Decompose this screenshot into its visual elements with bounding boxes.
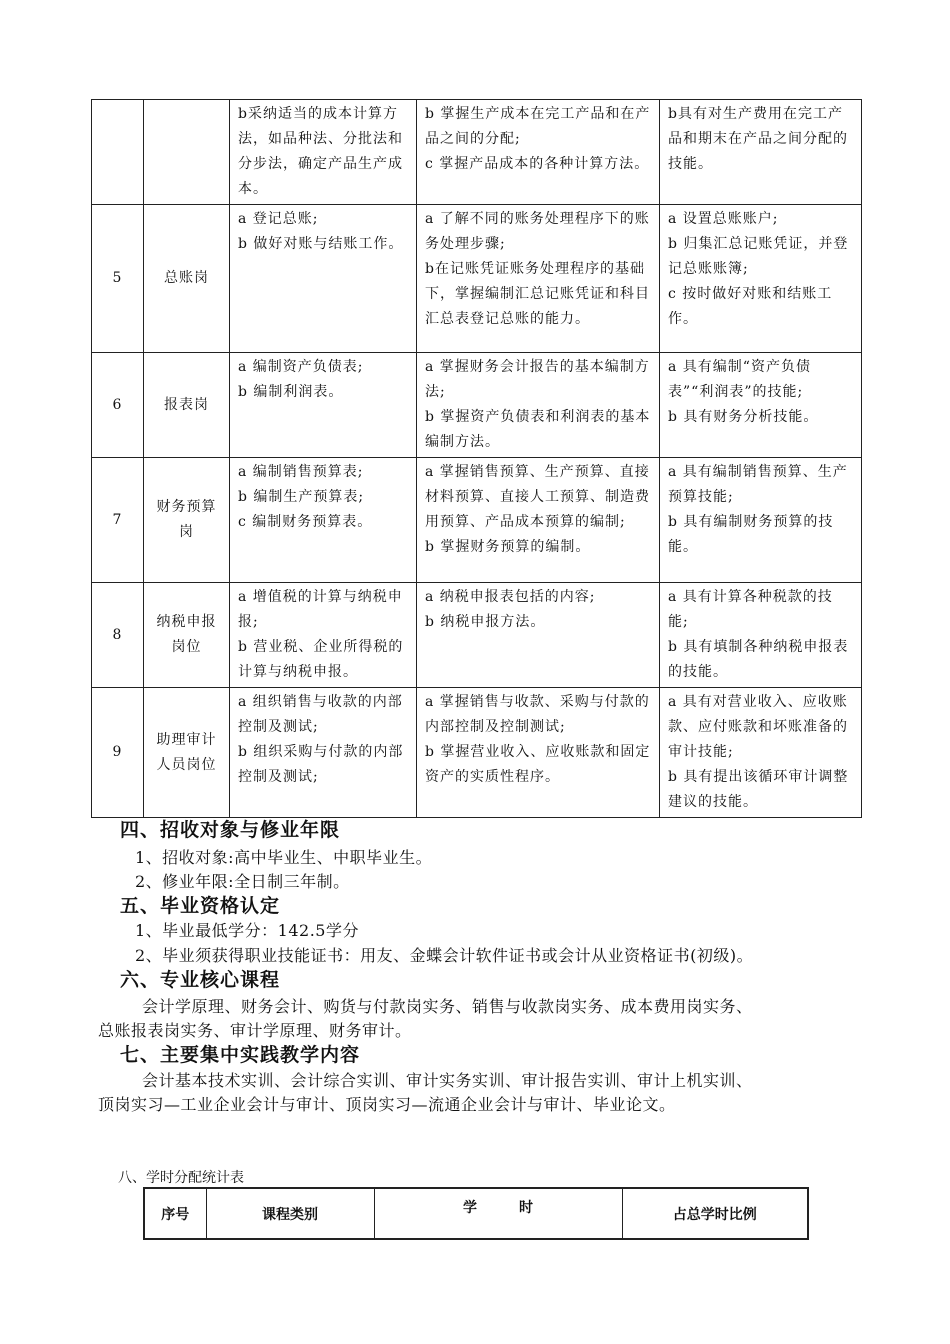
position-name: 总账岗 — [144, 205, 230, 353]
skill-line: b具有对生产费用在完工产品和期末在产品之间分配的技能。 — [668, 106, 848, 172]
skill-line: a 具有编制“资产负债表”“利润表”的技能; — [668, 359, 811, 400]
row-number: 5 — [92, 205, 144, 353]
skill-line: a 具有编制销售预算、生产预算技能; — [668, 464, 848, 505]
position-name: 助理审计人员岗位 — [144, 688, 230, 818]
column-header: 学 时 — [374, 1188, 622, 1239]
knowledge-line: b 纳税申报方法。 — [425, 614, 546, 630]
skill-line: a 具有对营业收入、应收账款、应付账款和坏账准备的审计技能; — [668, 694, 848, 760]
knowledge-line: a 掌握销售预算、生产预算、直接材料预算、直接人工预算、制造费用预算、产品成本预算的编制; — [425, 464, 650, 530]
hours-table — [143, 1187, 809, 1240]
knowledge-line: b 掌握生产成本在完工产品和在产品之间的分配; — [425, 106, 651, 147]
position-name: 纳税申报岗位 — [144, 583, 230, 688]
position-name — [144, 100, 230, 205]
section-heading: 六、专业核心课程 — [120, 969, 281, 991]
tasks-cell — [230, 688, 417, 818]
task-line: b 编制利润表。 — [238, 384, 344, 400]
position-name: 报表岗 — [144, 353, 230, 458]
tasks-cell — [230, 458, 417, 583]
section-heading: 七、主要集中实践教学内容 — [120, 1044, 361, 1066]
skills-cell — [660, 688, 862, 818]
column-header: 占总学时比例 — [622, 1188, 808, 1239]
knowledge-cell — [417, 353, 660, 458]
task-line: b采纳适当的成本计算方法，如品种法、分批法和分步法，确定产品生产成本。 — [238, 106, 403, 197]
table-header-row — [144, 1188, 808, 1239]
row-number: 6 — [92, 353, 144, 458]
knowledge-line: b 掌握资产负债表和利润表的基本编制方法。 — [425, 409, 651, 450]
table-row — [92, 100, 862, 205]
tasks-cell — [230, 353, 417, 458]
skills-cell — [660, 583, 862, 688]
knowledge-line: a 掌握销售与收款、采购与付款的内部控制及控制测试; — [425, 694, 650, 735]
section-text: 顶岗实习—工业企业会计与审计、顶岗实习—流通企业会计与审计、毕业论文。 — [98, 1095, 676, 1114]
skills-cell — [660, 353, 862, 458]
job-skills-table — [91, 99, 862, 818]
task-line: b 编制生产预算表; — [238, 489, 365, 505]
knowledge-cell — [417, 205, 660, 353]
section-text: 会计学原理、财务会计、购货与付款岗实务、销售与收款岗实务、成本费用岗实务、 — [142, 997, 753, 1016]
skill-line: b 归集汇总记账凭证，并登记总账账簿; — [668, 236, 849, 277]
column-header: 课程类别 — [206, 1188, 374, 1239]
tasks-cell — [230, 100, 417, 205]
knowledge-line: b在记账凭证账务处理程序的基础下，掌握编制汇总记账凭证和科目汇总表登记总账的能力。 — [425, 261, 650, 327]
skill-line: a 具有计算各种税款的技能; — [668, 589, 833, 630]
position-name: 财务预算岗 — [144, 458, 230, 583]
section-text: 总账报表岗实务、审计学原理、财务审计。 — [98, 1021, 412, 1040]
knowledge-line: b 掌握营业收入、应收账款和固定资产的实质性程序。 — [425, 744, 651, 785]
table-row — [92, 583, 862, 688]
hours-table-caption: 八、学时分配统计表 — [118, 1170, 244, 1186]
skill-line: c 按时做好对账和结账工作。 — [668, 286, 833, 327]
tasks-cell — [230, 205, 417, 353]
row-number — [92, 100, 144, 205]
table-row — [92, 205, 862, 353]
task-line: a 登记总账; — [238, 211, 319, 227]
column-header: 序号 — [144, 1188, 206, 1239]
section-heading: 五、毕业资格认定 — [120, 895, 281, 917]
skill-line: a 设置总账账户; — [668, 211, 779, 227]
task-line: a 编制销售预算表; — [238, 464, 364, 480]
row-number: 7 — [92, 458, 144, 583]
skill-line: b 具有提出该循环审计调整建议的技能。 — [668, 769, 849, 810]
knowledge-cell — [417, 583, 660, 688]
skill-line: b 具有财务分析技能。 — [668, 409, 819, 425]
table-row — [92, 688, 862, 818]
knowledge-line: a 纳税申报表包括的内容; — [425, 589, 596, 605]
task-line: b 组织采购与付款的内部控制及测试; — [238, 744, 404, 785]
row-number: 9 — [92, 688, 144, 818]
task-line: a 组织销售与收款的内部控制及测试; — [238, 694, 403, 735]
skills-cell — [660, 205, 862, 353]
section-text: 2、修业年限:全日制三年制。 — [135, 872, 350, 891]
section-text: 会计基本技术实训、会计综合实训、审计实务实训、审计报告实训、审计上机实训、 — [142, 1071, 753, 1090]
task-line: a 增值税的计算与纳税申报; — [238, 589, 403, 630]
knowledge-line: b 掌握财务预算的编制。 — [425, 539, 591, 555]
knowledge-line: c 掌握产品成本的各种计算方法。 — [425, 156, 650, 172]
knowledge-line: a 掌握财务会计报告的基本编制方法; — [425, 359, 650, 400]
section-text: 1、毕业最低学分：142.5学分 — [135, 921, 359, 940]
job-skills-table-body — [92, 100, 862, 818]
table-row — [92, 458, 862, 583]
section-heading: 四、招收对象与修业年限 — [120, 819, 341, 841]
task-line: a 编制资产负债表; — [238, 359, 364, 375]
tasks-cell — [230, 583, 417, 688]
knowledge-cell — [417, 100, 660, 205]
task-line: b 做好对账与结账工作。 — [238, 236, 404, 252]
knowledge-cell — [417, 458, 660, 583]
skill-line: b 具有编制财务预算的技能。 — [668, 514, 834, 555]
task-line: b 营业税、企业所得税的计算与纳税申报。 — [238, 639, 404, 680]
task-line: c 编制财务预算表。 — [238, 514, 373, 530]
section-text: 2、毕业须获得职业技能证书：用友、金蝶会计软件证书或会计从业资格证书(初级)。 — [135, 946, 754, 965]
skills-cell — [660, 100, 862, 205]
row-number: 8 — [92, 583, 144, 688]
knowledge-line: a 了解不同的账务处理程序下的账务处理步骤; — [425, 211, 650, 252]
section-text: 1、招收对象:高中毕业生、中职毕业生。 — [135, 848, 433, 867]
skill-line: b 具有填制各种纳税申报表的技能。 — [668, 639, 849, 680]
skills-cell — [660, 458, 862, 583]
table-row — [92, 353, 862, 458]
knowledge-cell — [417, 688, 660, 818]
